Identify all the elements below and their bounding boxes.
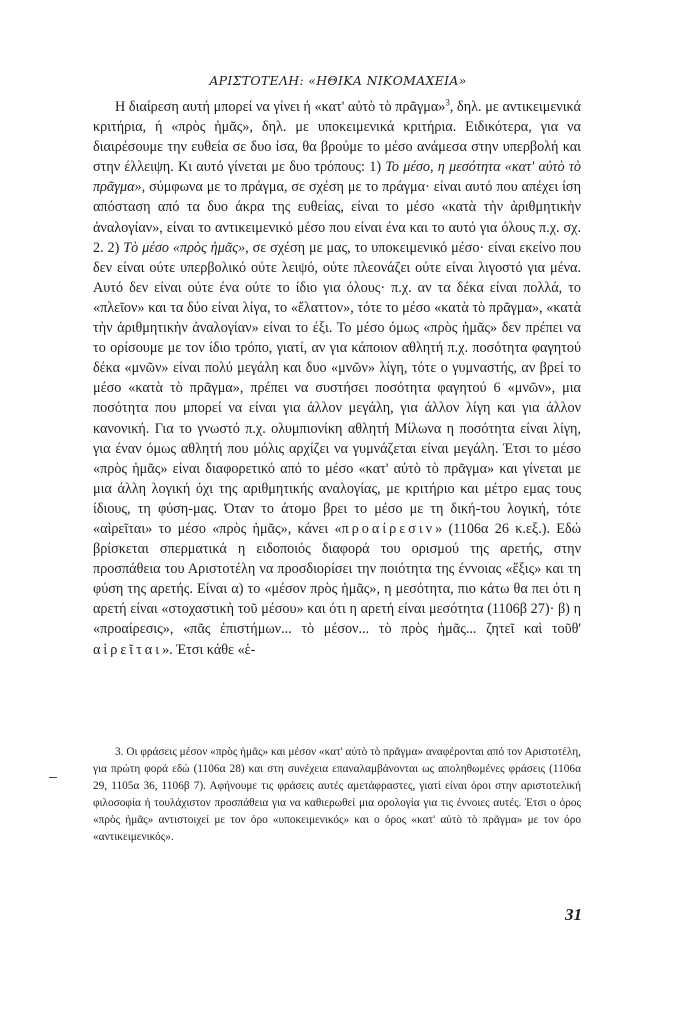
page-number: 31 [565, 905, 582, 924]
spaced-word: αἱρεῖται [93, 641, 163, 658]
running-head: ΑΡΙΣΤΟΤΕΛΗ: «ΗΘΙΚΑ ΝΙΚΟΜΑΧΕΙΑ» [209, 73, 467, 88]
footnote [93, 744, 581, 847]
text-segment: ». Έτσι κάθε «ἑ- [162, 641, 256, 658]
text-segment: , δηλ. με αντικειμενικά κριτήρια, ή «πρὸς ἡμᾶς», δηλ. με υποκειμενικά κριτήρια. Ειδικότερα, για να διαιρέσουμε την ευθεία σε δυο ίσα, θα βρούμε το μέσο ανάμεσα στην υπερβολή και στην έλλειψη. Κι αυτό γίνεται με δυο τρόπους: 1) [93, 99, 581, 176]
main-text [93, 97, 581, 660]
margin-mark [49, 777, 57, 778]
text-segment: » (1106α 26 κ.εξ.). Εδώ βρίσκεται σπερματικά η ειδοποιός διαφορά του ορισμού της αρετής, στην προσπάθεια του Αριστοτέλη να προσδιορίσει την ποιότητα της έννοιας «ἕξις» και τη φύση της αρετής. Είναι α) το «μέσον πρὸς ἡμᾶς», η μεσότητα, πιο κάτω θα πει ότι η αρετή είναι «στοχαστικὴ τοῦ μέσου» και ότι η αρετή είναι μεσότητα (1106β 27)· β) η «προαίρεσις», «πᾶς ἐπιστήμων... τὸ μέσον... τὸ πρὸς ἡμᾶς... ζητεῖ καὶ τοῦθ' [93, 520, 581, 638]
text-segment: , σύμφωνα με το πράγμα, σε σχέση με το πράγμα· είναι αυτό που απέχει ίση απόσταση από τα δυο άκρα της ευθείας, είναι το μέσο «κατὰ τὴν ἀριθμητικὴν ἀναλογίαν», είναι το αντικειμενικό μέσο που είναι ένα και το αυτό για όλους π.χ. σχ. 2. 2) [93, 179, 581, 256]
italic-phrase: Τὸ μέσο «πρὸς ἡμᾶς» [123, 239, 246, 256]
footnote-reference: 3 [445, 97, 450, 108]
text-segment: , σε σχέση με μας, το υποκειμενικό μέσο· είναι εκείνο που δεν είναι ούτε υπερβολικό ούτε λειψό, ούτε πλεονάζει ούτε είναι λιγοστό για μένα. Αυτό δεν είναι ούτε ένα ούτε το ίδιο για όλους· π.χ. αν τα δέκα είναι πολλά, το «πλεῖον» και τα δύο είναι λίγα, το «ἔλαττον», τότε το μέσο «κατὰ τὸ πρᾶγμα», «κατὰ τὴν ἀριθμητικὴν ἀναλογίαν» είναι το έξι. Το μέσο όμως «πρὸς ἡμᾶς» δεν πρέπει να το ορίσουμε με τον ίδιο τρόπο, γιατί, αν για κάποιον αθλητή π.χ. ποσότητα φαγητού δέκα «μνῶν» είναι πολύ μεγάλη και δυο «μνῶν» λίγη, τότε ο γυμναστής, αν βρεί το μέσο «κατὰ τὸ πρᾶγμα», πρέπει να συστήσει ποσότητα φαγητού 6 «μνῶν», μια ποσότητα που μπορεί να είναι για άλλον μεγάλη, για άλλον λίγη και για άλλον κανονική. Για το γνωστό π.χ. ολυμπιονίκη αθλητή Μίλωνα η ποσότητα είναι λίγη, για έναν όμως αθλητή που μόλις αρχίζει να γυμνάζεται είναι μεγάλη. Έτσι το μέσο «πρὸς ἡμᾶς» είναι διαφορετικό από το μέσο «κατ' αὐτὸ τὸ πρᾶγμα» και γίνεται με μια άλλη λογική όχι της αριθμητικής αναλογίας, με κριτήριο και μέτρο εμας τους ίδιους, τη φύση-μας. Όταν το άτομο βρει το μέσο με τη δική-του λογική, τότε «αἱρεῖται» το μέσο «πρὸς ἡμᾶς», κάνει « [93, 239, 581, 537]
spaced-word: προαίρεσιν [341, 520, 436, 537]
italic-phrase: Το μέσο, η μεσότητα «κατ' αὐτὸ τὸ πρᾶγμα» [93, 159, 581, 196]
text-segment: Η διαίρεση αυτή μπορεί να γίνει ή «κατ' αὐτὸ τὸ πρᾶγμα» [115, 99, 446, 115]
footnote-text: 3. Οι φράσεις μέσον «πρὸς ἡμᾶς» και μέσον «κατ' αὐτὸ τὸ πρᾶγμα» αναφέρονται από τον Αριστοτέλη, για πρώτη φορά εδώ (1106α 28) και στη συνέχεια επαναλαμβάνονται ως αποληθωμένες φράσεις (1106α 29, 1105α 36, 1106β 7). Αφήνουμε τις φράσεις αυτές αμετάφραστες, γιατί είναι όροι στην αριστοτελική φιλοσοφία ή τουλάχιστον προσπάθεια για να καθιερωθεί μια ορολογία για τις έννοιες αυτές. Έτσι ο όρος «πρὸς ἡμᾶς» αντιστοιχεί με τον όρο «υποκειμενικός» και ο όρος «κατ' αὐτὸ τὸ πρᾶγμα» με τον όρο «αντικειμενικός». [93, 746, 581, 844]
